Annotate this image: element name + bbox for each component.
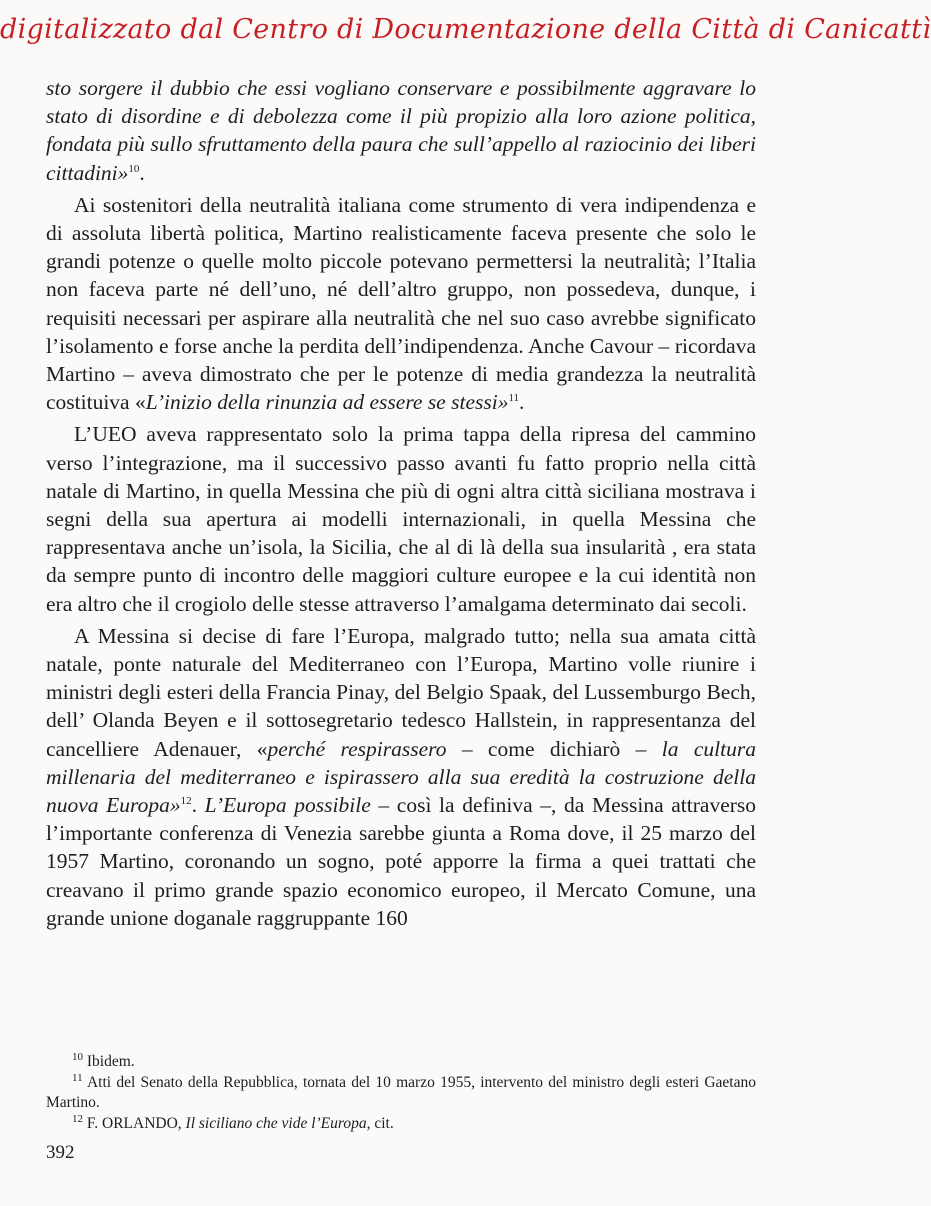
paragraph xyxy=(46,622,756,932)
text-run: Atti del Senato della Repubblica, tornata del 10 marzo 1955, intervento del ministro degli esteri Gaetano Martino. xyxy=(46,1073,756,1111)
text-run: – come dichiarò – xyxy=(446,736,662,761)
main-text xyxy=(46,74,756,932)
text-run: . xyxy=(139,160,145,185)
footnote-marker: 11 xyxy=(508,392,520,405)
paragraph xyxy=(46,74,756,187)
italic-text: L’Europa possibile xyxy=(204,793,371,818)
text-run: Ai sostenitori della neutralità italiana come strumento di vera indipendenza e di assoluta libertà politica, Martino realisticamente faceva presente che solo le grandi potenze o quelle molto piccole potevano permettersi la neutralità; l’Italia non faceva parte né dell’uno, né dell’altro gruppo, non possedeva, dunque, i requisiti necessari per aspirare alla neutralità che nel suo caso avrebbe significato l’isolamento e forse anche la perdita dell’indipendenza. Anche Cavour – ricordava Martino – aveva dimostrato che per le potenze di media grandezza la neutralità costituiva « xyxy=(46,192,756,415)
footnote xyxy=(46,1114,756,1135)
text-run: . xyxy=(191,793,205,818)
paragraph xyxy=(46,420,756,617)
footnote-marker: 10 xyxy=(72,1050,83,1063)
text-run: cit. xyxy=(370,1114,394,1132)
footnote xyxy=(46,1052,756,1073)
footnotes xyxy=(46,1052,756,1134)
text-run: – così la definiva –, da Messina attraverso l’importante conferenza di Venezia sarebbe giunta a Roma dove, il 25 marzo del 1957 Martino, coronando un sogno, poté apporre la firma a quei trattati che creavano il primo grande spazio economico europeo, il Mercato Comune, una grande unione doganale raggruppante 160 xyxy=(46,793,757,930)
text-run: L’UEO aveva rappresentato solo la prima tappa della ripresa del cammino verso l’integrazione, ma il successivo passo avanti fu fatto proprio nella città natale di Martino, in quella Messina che più di ogni altra città siciliana mostrava i segni della sua apertura ai modelli internazionali, in quella Messina che rappresentava anche un’isola, la Sicilia, che al di là della sua insularità , era stata da sempre punto di incontro delle maggiori culture europee e la cui identità non era altro che il crogiolo delle stesse attraverso l’amalgama determinato dai secoli. xyxy=(46,422,756,616)
footnote-marker: 11 xyxy=(72,1071,83,1084)
footnote-marker: 10 xyxy=(128,162,140,175)
page-number: 392 xyxy=(46,1142,75,1163)
footnote-marker: 12 xyxy=(180,794,192,807)
text-run: F. ORLANDO, xyxy=(83,1114,186,1132)
text-run: A Messina si decise di fare l’Europa, malgrado tutto; nella sua amata città natale, ponte naturale del Mediterraneo con l’Europa, Martino volle riunire i ministri degli esteri della Francia Pinay, del Belgio Spaak, del Lussemburgo Bech, dell’ Olanda Beyen e il sottosegretario tedesco Hallstein, in rappresentanza del cancelliere Adenauer, « xyxy=(46,623,756,761)
digitization-watermark: digitalizzato dal Centro di Documentazione della Città di Canicattì xyxy=(0,14,931,45)
footnote xyxy=(46,1073,756,1114)
paragraph xyxy=(46,191,756,417)
text-run: Ibidem. xyxy=(83,1053,135,1070)
italic-text: L’inizio della rinunzia ad essere se stessi» xyxy=(145,390,509,415)
footnote-marker: 12 xyxy=(72,1112,83,1125)
italic-text: la cultura millenaria del mediterraneo e ispirassero alla sua eredità la costruzione della nuova Europa» xyxy=(46,736,756,818)
italic-text: sto sorgere il dubbio che essi vogliano conservare e possibilmente aggravare lo stato di disordine e di debolezza come il più propizio alla loro azione politica, fondata più sullo sfruttamento della paura che sull’appello al raziocinio dei liberi cittadini» xyxy=(46,76,756,185)
italic-text: Il siciliano che vide l’Europa, xyxy=(185,1114,371,1132)
text-run: . xyxy=(519,390,525,415)
italic-text: perché respirassero xyxy=(267,736,447,761)
